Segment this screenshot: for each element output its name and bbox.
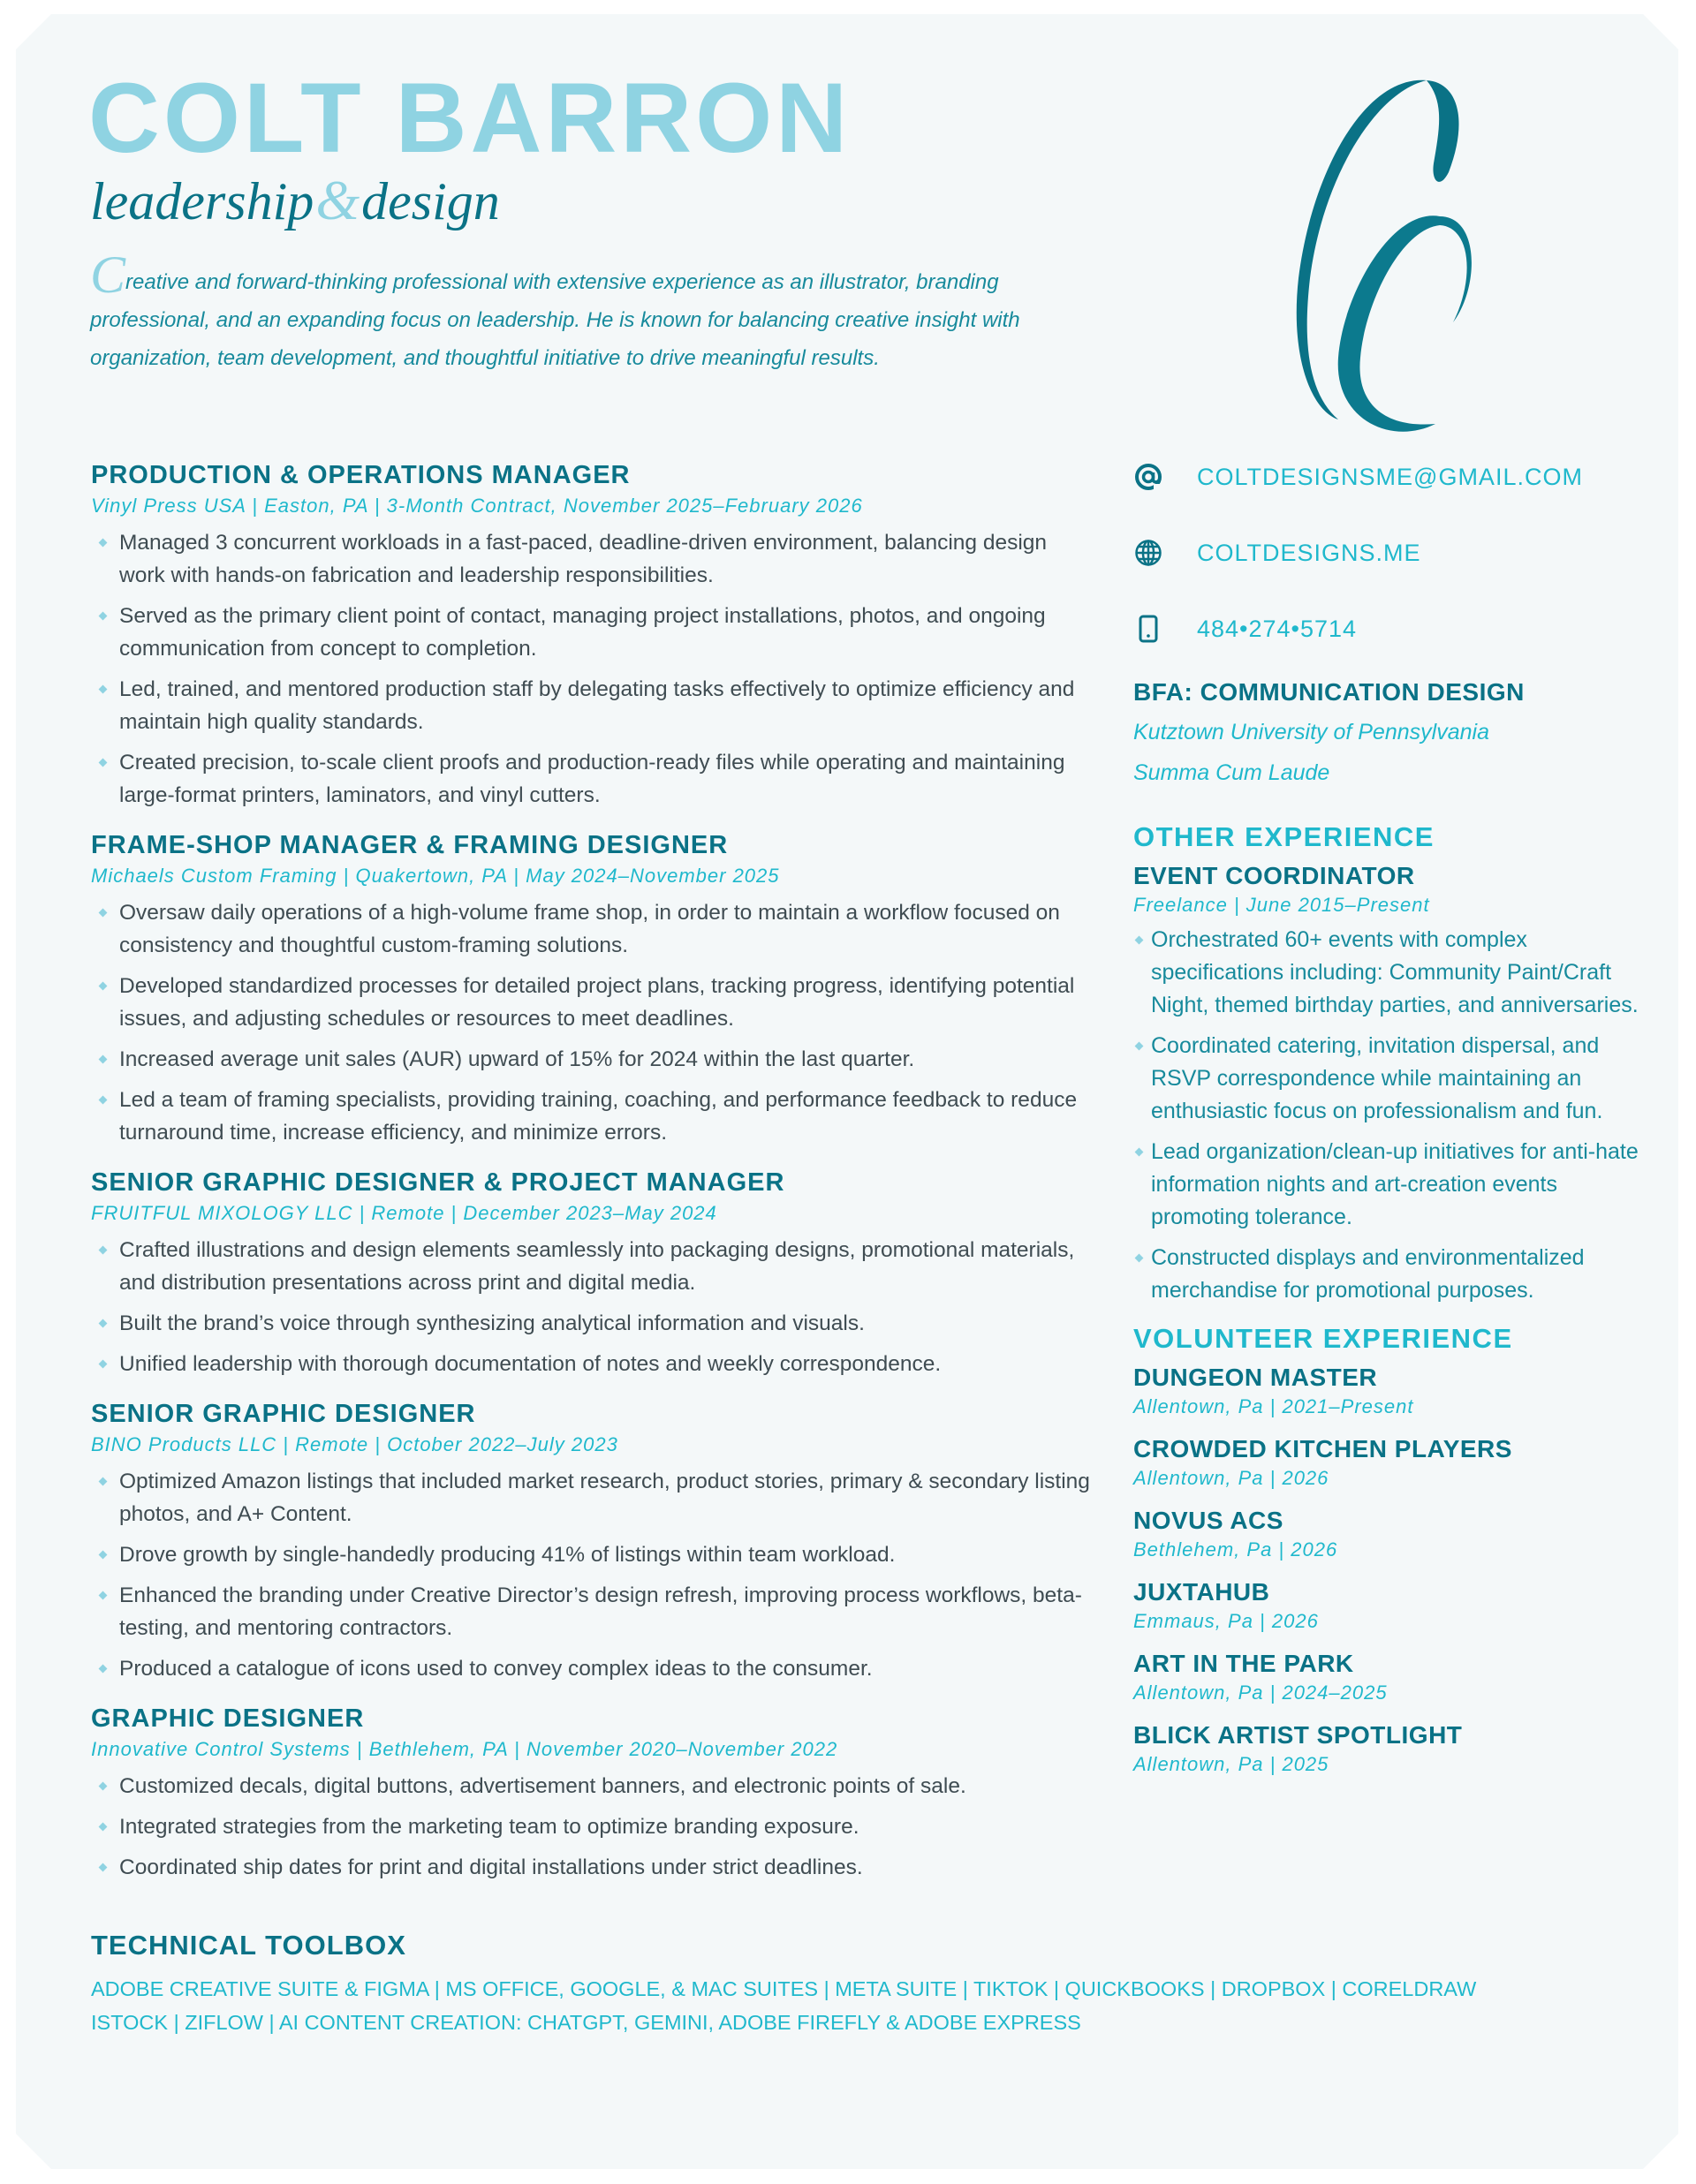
volunteer-subtitle: Emmaus, Pa | 2026 xyxy=(1133,1610,1319,1632)
section-heading: VOLUNTEER EXPERIENCE xyxy=(1133,1323,1513,1354)
bullet-text: Customized decals, digital buttons, advertisement banners, and electronic points of sale. xyxy=(119,1774,966,1798)
volunteer-item xyxy=(1133,1362,1641,1420)
job-entry xyxy=(91,1703,1094,1884)
bullet-item xyxy=(91,1810,1094,1843)
phone-icon xyxy=(1133,614,1163,644)
monogram-logo xyxy=(1259,75,1488,442)
bullet-text: Produced a catalogue of icons used to convey complex ideas to the consumer. xyxy=(119,1657,873,1681)
bullet-diamond-icon xyxy=(99,685,108,694)
at-icon xyxy=(1133,462,1163,492)
bullet-item xyxy=(1133,1030,1641,1128)
contact-website[interactable] xyxy=(1133,535,1641,571)
bullet-list xyxy=(91,1465,1094,1685)
bullet-diamond-icon xyxy=(99,1319,108,1328)
degree: BFA: COMMUNICATION DESIGN xyxy=(1133,678,1525,706)
bullet-text: Orchestrated 60+ events with complex specifications including: Community Paint/Craft Night, themed birthday parties, and anniversaries. xyxy=(1151,927,1639,1017)
other-experience xyxy=(1133,820,1641,1307)
bullet-diamond-icon xyxy=(99,982,108,991)
bullet-text: Unified leadership with thorough documentation of notes and weekly correspondence. xyxy=(119,1352,942,1376)
bullet-diamond-icon xyxy=(99,909,108,918)
bullet-diamond-icon xyxy=(99,1055,108,1064)
bullet-text: Increased average unit sales (AUR) upward of 15% for 2024 within the last quarter. xyxy=(119,1047,915,1071)
bullet-item xyxy=(91,896,1094,962)
bullet-item xyxy=(91,1538,1094,1571)
bullet-item xyxy=(91,1652,1094,1685)
job-subtitle: BINO Products LLC | Remote | October 2022–July 2023 xyxy=(91,1433,618,1455)
job-entry xyxy=(91,829,1094,1149)
job-entry xyxy=(91,1398,1094,1685)
bullet-item xyxy=(91,526,1094,592)
role-subtitle: Freelance | June 2015–Present xyxy=(1133,894,1430,916)
bullet-diamond-icon xyxy=(99,1360,108,1369)
toolbox-line: ISTOCK | ZIFLOW | AI CONTENT CREATION: CHATGPT, GEMINI, ADOBE FIREFLY & ADOBE EXPRESS xyxy=(91,2011,1081,2034)
bullet-item xyxy=(91,746,1094,812)
bullet-text: Coordinated catering, invitation dispersal, and RSVP correspondence while maintaining an enthusiastic focus on professionalism and fun. xyxy=(1151,1033,1603,1123)
phone-text: 484•274•5714 xyxy=(1197,615,1358,642)
volunteer-subtitle: Allentown, Pa | 2021–Present xyxy=(1133,1395,1414,1417)
tagline xyxy=(90,171,500,230)
role-title: EVENT COORDINATOR xyxy=(1133,862,1415,889)
bullet-diamond-icon xyxy=(1135,1148,1144,1157)
bullet-diamond-icon xyxy=(99,1096,108,1105)
bullet-item xyxy=(91,970,1094,1035)
job-title: SENIOR GRAPHIC DESIGNER xyxy=(91,1400,476,1428)
volunteer-item xyxy=(1133,1433,1641,1492)
resume-body xyxy=(91,459,1646,2039)
volunteer-subtitle: Bethlehem, Pa | 2026 xyxy=(1133,1538,1338,1561)
bullet-item xyxy=(91,1348,1094,1380)
bullet-text: Integrated strategies from the marketing team to optimize branding exposure. xyxy=(119,1815,859,1839)
bullet-list xyxy=(91,896,1094,1149)
bullet-diamond-icon xyxy=(99,1591,108,1600)
volunteer-title: CROWDED KITCHEN PLAYERS xyxy=(1133,1435,1512,1462)
volunteer-subtitle: Allentown, Pa | 2025 xyxy=(1133,1753,1329,1775)
school: Kutztown University of Pennsylvania xyxy=(1133,720,1489,744)
bullet-item xyxy=(91,673,1094,738)
drop-cap: C xyxy=(90,246,126,304)
bullet-item xyxy=(91,1307,1094,1340)
bullet-item xyxy=(91,1579,1094,1644)
job-subtitle: Innovative Control Systems | Bethlehem, PA | November 2020–November 2022 xyxy=(91,1738,838,1760)
job-subtitle: Vinyl Press USA | Easton, PA | 3-Month Contract, November 2025–February 2026 xyxy=(91,495,863,517)
bullet-diamond-icon xyxy=(99,1551,108,1560)
toolbox-list xyxy=(91,1972,1646,2039)
job-subtitle: FRUITFUL MIXOLOGY LLC | Remote | December 2023–May 2024 xyxy=(91,1202,717,1224)
bullet-item xyxy=(1133,1136,1641,1234)
bullet-item xyxy=(91,1770,1094,1802)
bullet-diamond-icon xyxy=(1135,1042,1144,1051)
sidebar xyxy=(1133,459,1641,1791)
job-title: FRAME-SHOP MANAGER & FRAMING DESIGNER xyxy=(91,831,729,859)
volunteer-title: JUXTAHUB xyxy=(1133,1578,1270,1606)
professional-summary xyxy=(90,246,1115,377)
bullet-diamond-icon xyxy=(99,1477,108,1486)
bullet-item xyxy=(91,1234,1094,1299)
bullet-list xyxy=(91,1234,1094,1380)
bullet-diamond-icon xyxy=(99,1863,108,1872)
bullet-item xyxy=(91,1084,1094,1149)
volunteer-title: NOVUS ACS xyxy=(1133,1507,1283,1534)
bullet-list xyxy=(1133,924,1641,1307)
volunteer-title: DUNGEON MASTER xyxy=(1133,1364,1378,1391)
contact-info xyxy=(1133,459,1641,646)
volunteer-item xyxy=(1133,1576,1641,1635)
technical-toolbox xyxy=(91,1928,1646,2039)
bullet-diamond-icon xyxy=(99,1665,108,1674)
bullet-list xyxy=(91,1770,1094,1884)
bullet-item xyxy=(91,1043,1094,1076)
education xyxy=(1133,676,1641,793)
bullet-diamond-icon xyxy=(99,612,108,621)
job-subtitle: Michaels Custom Framing | Quakertown, PA | May 2024–November 2025 xyxy=(91,865,780,887)
bullet-diamond-icon xyxy=(99,539,108,548)
bullet-list xyxy=(91,526,1094,812)
toolbox-heading: TECHNICAL TOOLBOX xyxy=(91,1930,406,1961)
email-text: COLTDESIGNSME@GMAIL.COM xyxy=(1197,463,1583,490)
bullet-text: Crafted illustrations and design elements seamlessly into packaging designs, promotional materials, and distribution presentations across print and digital media. xyxy=(119,1238,1075,1295)
bullet-text: Served as the primary client point of contact, managing project installations, photos, and ongoing communication from concept to completion. xyxy=(119,604,1046,661)
volunteer-experience xyxy=(1133,1321,1641,1778)
volunteer-item xyxy=(1133,1505,1641,1563)
bullet-diamond-icon xyxy=(99,759,108,767)
volunteer-title: ART IN THE PARK xyxy=(1133,1650,1354,1677)
bullet-diamond-icon xyxy=(99,1823,108,1832)
bullet-text: Led a team of framing specialists, providing training, coaching, and performance feedback to reduce turnaround time, increase efficiency, and minimize errors. xyxy=(119,1088,1078,1145)
job-title: GRAPHIC DESIGNER xyxy=(91,1704,365,1733)
tagline-ampersand: & xyxy=(315,169,360,231)
bullet-text: Enhanced the branding under Creative Director’s design refresh, improving process workflows, beta-testing, and mentoring contractors. xyxy=(119,1583,1082,1640)
job-entry xyxy=(91,459,1094,812)
job-title: PRODUCTION & OPERATIONS MANAGER xyxy=(91,461,631,489)
bullet-text: Created precision, to-scale client proofs and production-ready files while operating and maintaining large-format printers, laminators, and vinyl cutters. xyxy=(119,751,1065,807)
bullet-item xyxy=(91,1465,1094,1530)
bullet-text: Built the brand’s voice through synthesizing analytical information and visuals. xyxy=(119,1311,865,1335)
volunteer-item xyxy=(1133,1719,1641,1778)
bullet-text: Lead organization/clean-up initiatives for anti-hate information nights and art-creation events promoting tolerance. xyxy=(1151,1139,1639,1229)
toolbox-line: ADOBE CREATIVE SUITE & FIGMA | MS OFFICE, GOOGLE, & MAC SUITES | META SUITE | TIKTOK | QUICKBOOKS | DROPBOX | CORELDRAW xyxy=(91,1977,1477,2000)
bullet-diamond-icon xyxy=(99,1246,108,1255)
section-heading: OTHER EXPERIENCE xyxy=(1133,821,1435,852)
volunteer-title: BLICK ARTIST SPOTLIGHT xyxy=(1133,1721,1463,1749)
bullet-text: Constructed displays and environmentalized merchandise for promotional purposes. xyxy=(1151,1245,1585,1303)
bullet-diamond-icon xyxy=(1135,1254,1144,1263)
bullet-diamond-icon xyxy=(99,1782,108,1791)
tagline-left: leadership xyxy=(90,172,314,230)
bullet-text: Drove growth by single-handedly producing 41% of listings within team workload. xyxy=(119,1543,896,1567)
volunteer-subtitle: Allentown, Pa | 2024–2025 xyxy=(1133,1681,1388,1704)
bullet-text: Optimized Amazon listings that included market research, product stories, primary & secondary listing photos, and A+ Content. xyxy=(119,1470,1090,1526)
bullet-item xyxy=(1133,924,1641,1022)
volunteer-item xyxy=(1133,1648,1641,1706)
bullet-item xyxy=(91,1851,1094,1884)
summary-text: reative and forward-thinking professional with extensive experience as an illustrator, branding professional, and an expanding focus on leadership. He is known for balancing creative insight with organization, team development, and thoughtful initiative to drive meaningful results. xyxy=(90,270,1020,370)
bullet-item xyxy=(1133,1242,1641,1307)
job-title: SENIOR GRAPHIC DESIGNER & PROJECT MANAGER xyxy=(91,1168,785,1197)
bullet-text: Oversaw daily operations of a high-volume frame shop, in order to maintain a workflow focused on consistency and thoughtful custom-framing solutions. xyxy=(119,901,1060,957)
bullet-text: Led, trained, and mentored production staff by delegating tasks effectively to optimize efficiency and maintain high quality standards. xyxy=(119,677,1075,734)
tagline-right: design xyxy=(361,172,500,230)
bullet-item xyxy=(91,600,1094,665)
job-entry xyxy=(91,1167,1094,1380)
bullet-text: Managed 3 concurrent workloads in a fast-paced, deadline-driven environment, balancing design work with hands-on fabrication and leadership responsibilities. xyxy=(119,531,1048,587)
volunteer-subtitle: Allentown, Pa | 2026 xyxy=(1133,1467,1329,1489)
candidate-name: COLT BARRON xyxy=(88,63,852,173)
website-text: COLTDESIGNS.ME xyxy=(1197,539,1421,566)
bullet-diamond-icon xyxy=(1135,936,1144,945)
bullet-text: Coordinated ship dates for print and digital installations under strict deadlines. xyxy=(119,1855,863,1879)
contact-email[interactable] xyxy=(1133,459,1641,495)
honors: Summa Cum Laude xyxy=(1133,760,1330,785)
work-experience xyxy=(91,459,1094,1901)
globe-icon xyxy=(1133,538,1163,568)
contact-phone[interactable] xyxy=(1133,611,1641,646)
bullet-text: Developed standardized processes for detailed project plans, tracking progress, identifying potential issues, and adjusting schedules or resources to meet deadlines. xyxy=(119,974,1075,1031)
